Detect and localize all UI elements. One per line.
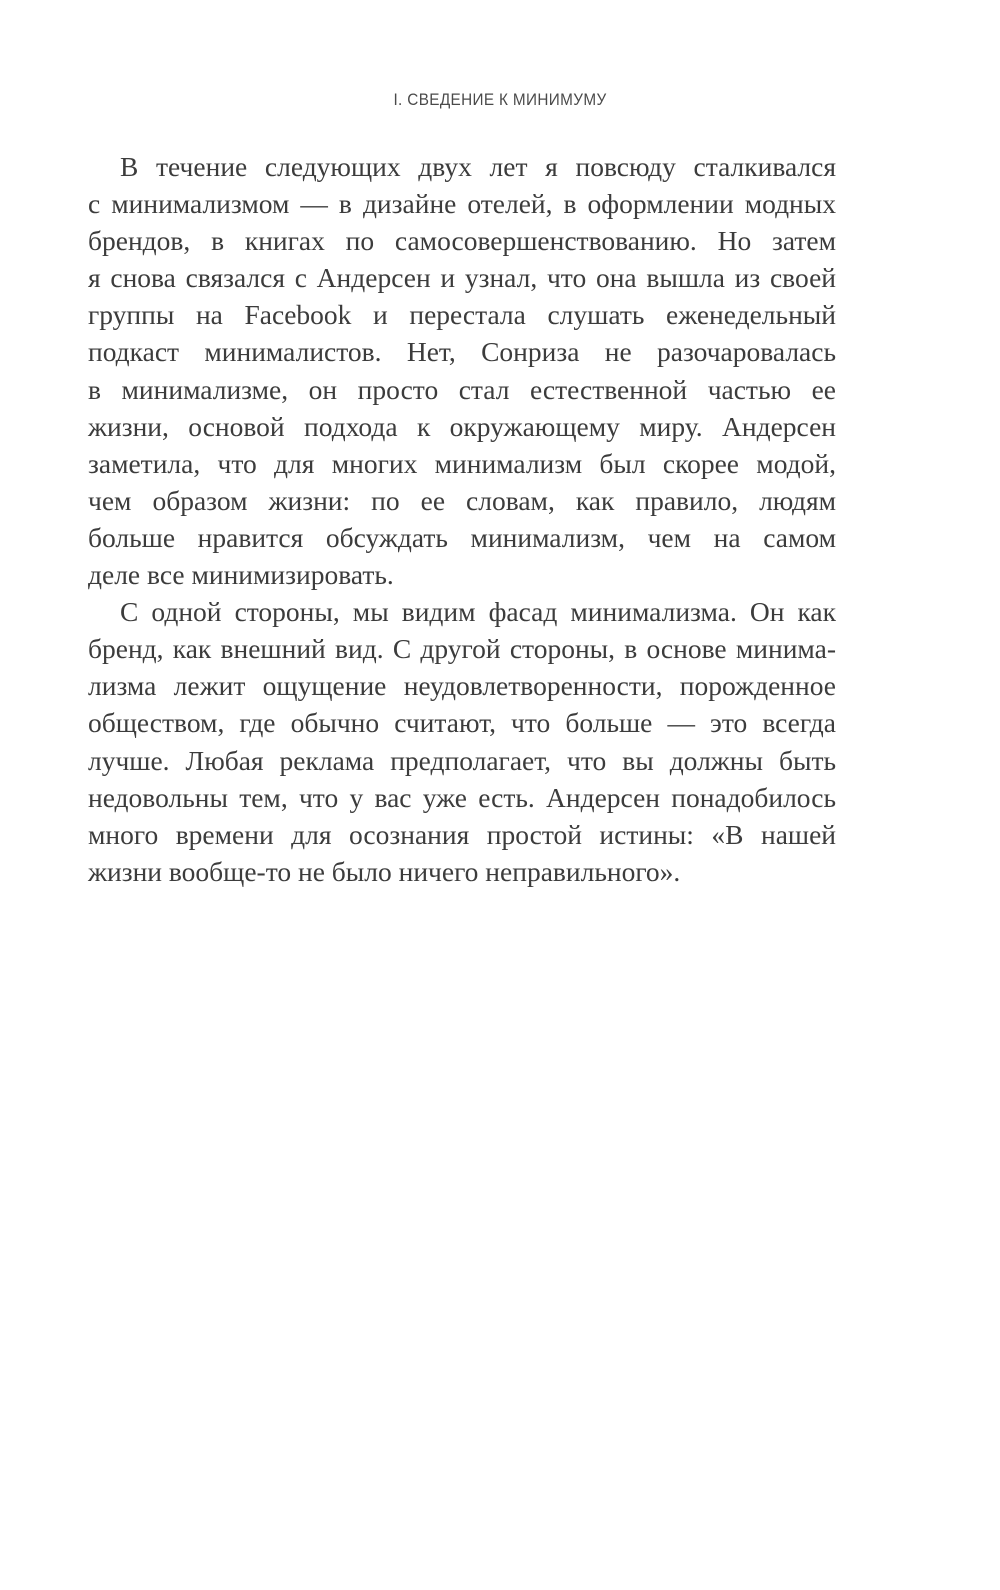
text-line: В течение следующих двух лет я повсюду сталкивался bbox=[120, 151, 836, 182]
text-line: с минимализмом — в дизайне отелей, в оформлении модных bbox=[88, 188, 836, 220]
text-line: С одной стороны, мы видим фасад минимализма. Он как bbox=[120, 596, 836, 628]
text-line: обществом, где обычно считают, что больше — это всегда bbox=[88, 707, 836, 739]
text-line: чем образом жизни: по ее словам, как правило, людям bbox=[88, 484, 836, 516]
text-line: в минимализме, он просто стал естественной частью ее bbox=[88, 373, 836, 405]
text-line: подкаст минималистов. Нет, Сонриза не разочаровалась bbox=[88, 336, 836, 368]
text-line: группы на Facebook и перестала слушать еженедельный bbox=[88, 299, 836, 331]
text-line: лизма лежит ощущение неудовлетворенности, порожденное bbox=[88, 670, 836, 702]
text-line: я снова связался с Андерсен и узнал, что она вышла из своей bbox=[88, 262, 836, 294]
text-line: недовольны тем, что у вас уже есть. Андерсен понадобилось bbox=[88, 781, 836, 813]
body-text bbox=[88, 148, 836, 890]
text-line: жизни, основой подхода к окружающему миру. Андерсен bbox=[88, 410, 836, 442]
text-line: деле все минимизировать. bbox=[88, 559, 394, 591]
text-line: много времени для осознания простой истины: «В нашей bbox=[88, 818, 836, 850]
paragraph-2 bbox=[88, 593, 836, 890]
text-line: бренд, как внешний вид. С другой стороны, в основе минима- bbox=[88, 633, 836, 665]
text-line: брендов, в книгах по самосовершенствованию. Но затем bbox=[88, 225, 836, 257]
text-line: заметила, что для многих минимализм был скорее модой, bbox=[88, 447, 836, 479]
text-line: лучше. Любая реклама предполагает, что вы должны быть bbox=[88, 744, 836, 776]
paragraph-1 bbox=[88, 148, 836, 593]
running-head: I. СВЕДЕНИЕ К МИНИМУМУ bbox=[393, 90, 607, 109]
text-line: жизни вообще-то не было ничего неправильного». bbox=[88, 855, 681, 887]
text-line: больше нравится обсуждать минимализм, чем на самом bbox=[88, 521, 836, 553]
